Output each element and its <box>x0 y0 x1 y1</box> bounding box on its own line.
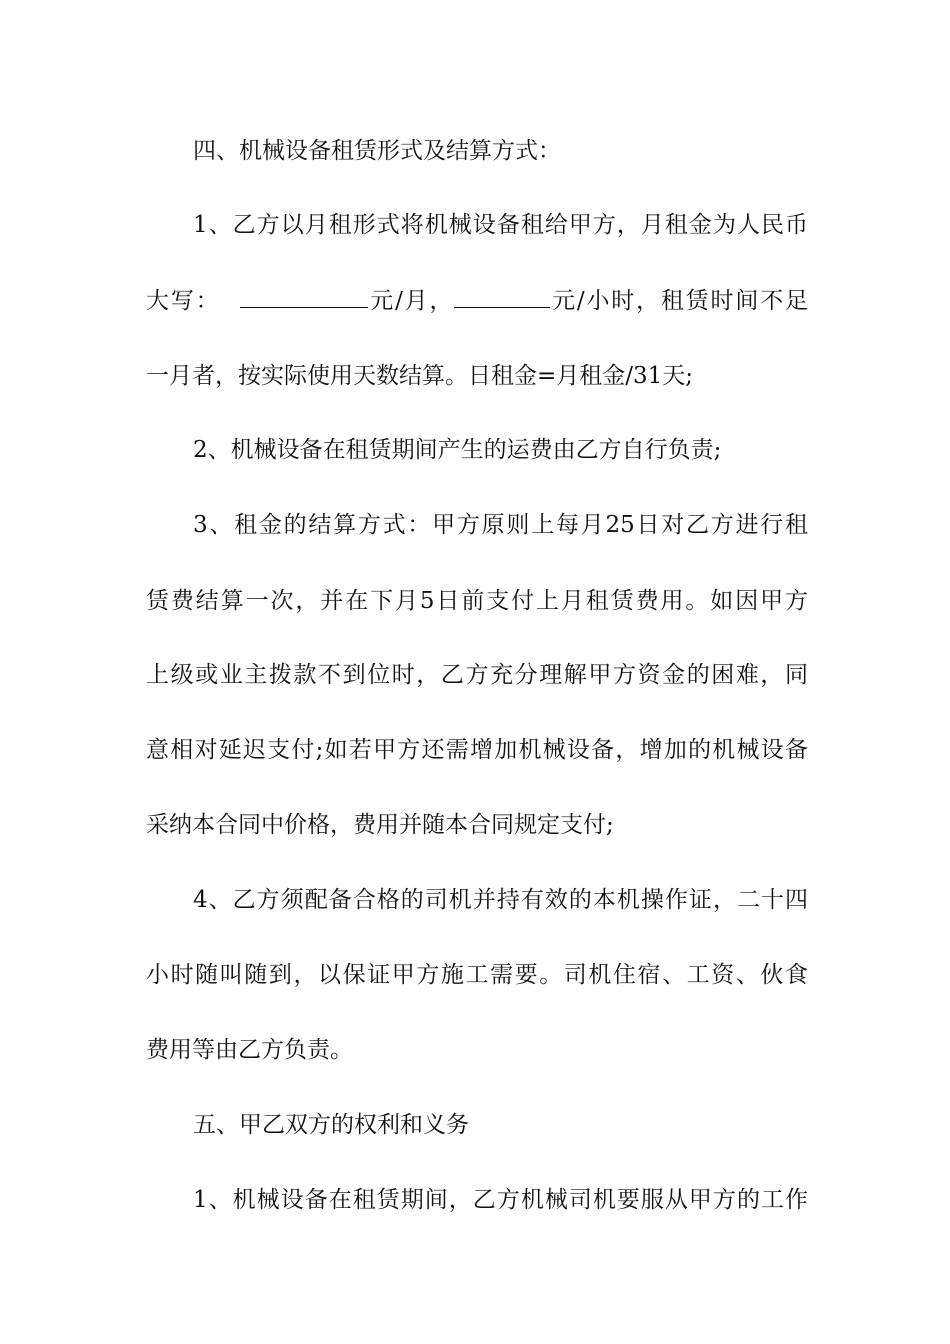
paragraph-line: 采纳本合同中价格，费用并随本合同规定支付; <box>146 812 614 838</box>
paragraph-line: 1、乙方以月租形式将机械设备租给甲方，月租金为人民币 <box>193 212 808 238</box>
paragraph-line: 费用等由乙方负责。 <box>146 1037 353 1063</box>
rent-amount-line <box>146 281 808 321</box>
paragraph-line: 3、租金的结算方式：甲方原则上每月25日对乙方进行租 <box>193 512 808 538</box>
rent-prefix: 大写： <box>146 288 221 314</box>
paragraph-line: 1、机械设备在租赁期间，乙方机械司机要服从甲方的工作 <box>193 1187 808 1213</box>
paragraph-line: 意相对延迟支付;如若甲方还需增加机械设备，增加的机械设备 <box>146 737 808 763</box>
rent-unit-month: 元/月， <box>368 288 455 314</box>
section-heading-5: 五、甲乙双方的权利和义务 <box>193 1112 469 1138</box>
paragraph-line: 赁费结算一次，并在下月5日前支付上月租赁费用。如因甲方 <box>146 588 808 614</box>
monthly-rent-blank <box>240 283 368 308</box>
paragraph-line: 小时随叫随到，以保证甲方施工需要。司机住宿、工资、伙食 <box>146 962 808 988</box>
paragraph-line: 一月者，按实际使用天数结算。日租金=月租金/31天; <box>146 363 694 389</box>
paragraph-line: 4、乙方须配备合格的司机并持有效的本机操作证，二十四 <box>193 887 808 913</box>
rent-unit-hour: 元/小时，租赁时间不足 <box>550 288 808 314</box>
paragraph-line: 上级或业主拨款不到位时，乙方充分理解甲方资金的困难，同 <box>146 662 808 688</box>
paragraph-line: 2、机械设备在租赁期间产生的运费由乙方自行负责; <box>193 437 722 463</box>
hourly-rent-blank <box>454 283 550 308</box>
section-heading-4: 四、机械设备租赁形式及结算方式： <box>193 138 561 164</box>
